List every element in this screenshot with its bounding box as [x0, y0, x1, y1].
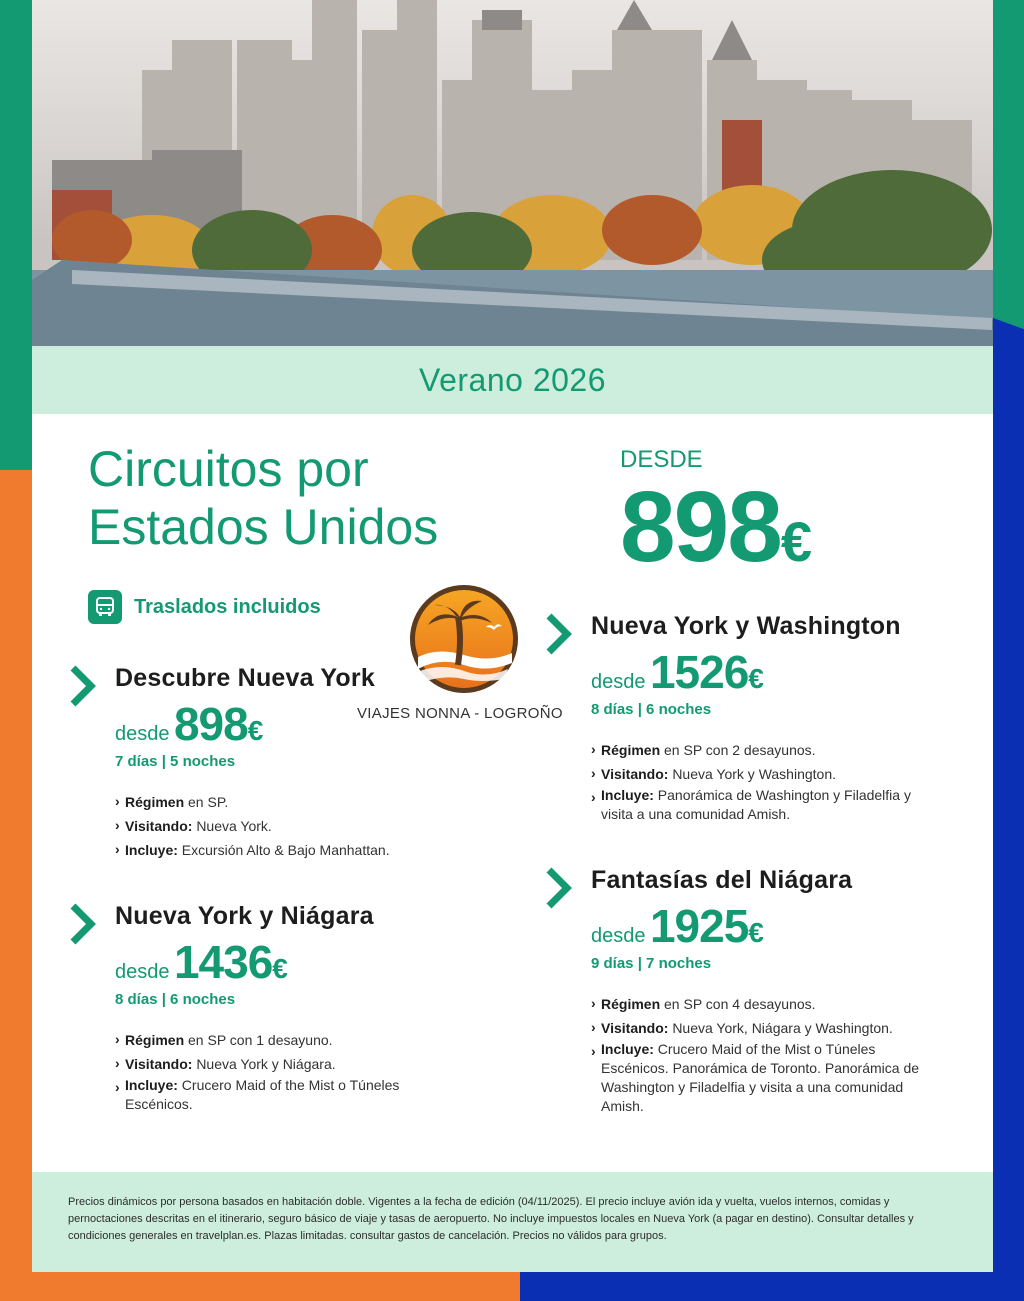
- incluye-label: Incluye:: [601, 787, 654, 803]
- regimen-value: en SP con 2 desayunos.: [664, 742, 816, 758]
- trip-details: [115, 1028, 435, 1116]
- transfers-badge: [88, 590, 321, 624]
- visitando-value: Nueva York y Washington.: [672, 766, 836, 782]
- flyer-card: [32, 0, 993, 1272]
- bus-icon: [88, 590, 122, 624]
- incluye-value: Excursión Alto & Bajo Manhattan.: [181, 842, 390, 858]
- skyline-illustration: [32, 0, 993, 346]
- trip-descubre-nueva-york: [115, 664, 495, 862]
- trip-details: [591, 738, 921, 826]
- trip-price-currency: €: [748, 917, 764, 948]
- season-text: Verano 2026: [419, 361, 606, 398]
- trip-name: Descubre Nueva York: [115, 664, 375, 692]
- visitando-value: Nueva York y Niágara.: [196, 1056, 336, 1072]
- legal-text: Precios dinámicos por persona basados en habitación doble. Vigentes a la fecha de edición (04/11/2025). El precio incluye avión ida y vuelta, vuelos internos, comidas y pernoctaciones descritas en el itinerario, seguro básico de viaje y tasas de aeropuerto. No incluye impuestos locales en Nueva York (a pagar en destino). Consultar detalles y condiciones generales en travelplan.es. Plazas limitadas. consultar gastos de cancelación. Precios no válidos para grupos.: [68, 1196, 914, 1242]
- visitando-value: Nueva York.: [196, 818, 272, 834]
- incluye-label: Incluye:: [601, 1041, 654, 1057]
- visitando-label: Visitando:: [601, 1020, 669, 1036]
- regimen-label: Régimen: [601, 996, 661, 1012]
- chevron-right-icon: [67, 664, 97, 708]
- trip-price-from: desde: [115, 723, 170, 745]
- visitando-label: Visitando:: [601, 766, 669, 782]
- visitando-label: Visitando:: [125, 1056, 193, 1072]
- chevron-right-icon: [543, 612, 573, 656]
- incluye-value: Crucero Maid of the Mist o Túneles Escénicos. Panorámica de Toronto. Panorámica de Washington y Filadelfia y visita a una comunidad Amish.: [601, 1041, 920, 1114]
- agency-name: VIAJES NONNA - LOGROÑO: [357, 705, 563, 722]
- regimen-value: en SP.: [188, 794, 229, 810]
- trip-name: Nueva York y Washington: [591, 612, 901, 640]
- trip-price-value: 1526: [649, 646, 749, 698]
- trip-price: [115, 697, 495, 751]
- hero-city-photo: [32, 0, 993, 346]
- trip-price: [115, 935, 435, 989]
- trip-price-currency: €: [748, 663, 764, 694]
- trip-details: [115, 790, 495, 862]
- from-price-value: 898: [620, 471, 781, 583]
- trip-price: [591, 899, 921, 953]
- regimen-label: Régimen: [125, 1032, 185, 1048]
- incluye-label: Incluye:: [125, 1077, 178, 1093]
- regimen-value: en SP con 4 desayunos.: [664, 996, 816, 1012]
- trip-details: [591, 992, 921, 1118]
- regimen-label: Régimen: [125, 794, 185, 810]
- trip-duration: 8 días | 6 noches: [115, 991, 236, 1008]
- trip-price-currency: €: [272, 953, 288, 984]
- trip-price-value: 1925: [649, 900, 749, 952]
- from-price: [620, 470, 810, 585]
- transfers-label: Traslados incluidos: [134, 595, 321, 618]
- regimen-label: Régimen: [601, 742, 661, 758]
- title-line-2: Estados Unidos: [88, 499, 439, 555]
- trip-duration: 8 días | 6 noches: [591, 701, 712, 718]
- trip-fantasias-niagara: [591, 866, 921, 1118]
- trip-price-value: 1436: [173, 936, 273, 988]
- trip-duration: 7 días | 5 noches: [115, 753, 236, 770]
- trip-price-currency: €: [247, 715, 264, 746]
- trip-nueva-york-niagara: [115, 902, 435, 1116]
- legal-footer: [32, 1172, 993, 1272]
- trip-name: Nueva York y Niágara: [115, 902, 374, 930]
- trip-name: Fantasías del Niágara: [591, 866, 853, 894]
- incluye-label: Incluye:: [125, 842, 178, 858]
- chevron-right-icon: [543, 866, 573, 910]
- incluye-value: Crucero Maid of the Mist o Túneles Escénicos.: [125, 1077, 400, 1112]
- bg-orange-bottom: [0, 1270, 520, 1301]
- from-price-currency: €: [780, 510, 811, 573]
- title-line-1: Circuitos por: [88, 441, 369, 497]
- trip-price-from: desde: [591, 671, 646, 693]
- chevron-right-icon: [67, 902, 97, 946]
- trip-nueva-york-washington: [591, 612, 921, 826]
- visitando-label: Visitando:: [125, 818, 193, 834]
- incluye-value: Panorámica de Washington y Filadelfia y visita a una comunidad Amish.: [601, 787, 911, 822]
- season-banner: [32, 346, 993, 414]
- regimen-value: en SP con 1 desayuno.: [188, 1032, 333, 1048]
- trip-price-from: desde: [591, 925, 646, 947]
- trip-price-from: desde: [115, 961, 170, 983]
- trip-duration: 9 días | 7 noches: [591, 955, 712, 972]
- trip-price-value: 898: [173, 698, 248, 750]
- from-label: DESDE: [620, 446, 703, 473]
- trip-price: [591, 645, 921, 699]
- page-title: [88, 440, 438, 556]
- visitando-value: Nueva York, Niágara y Washington.: [672, 1020, 893, 1036]
